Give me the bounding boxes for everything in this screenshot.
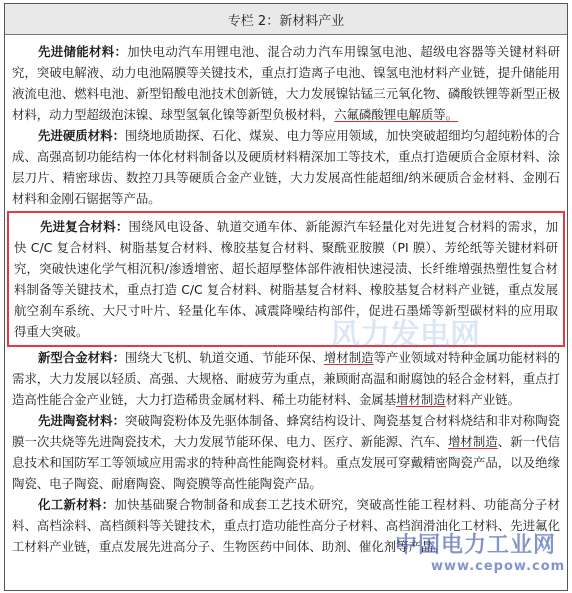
- section-alloy: [5, 347, 567, 410]
- logo-title: 中国电力工业网: [395, 533, 557, 558]
- section-text: 围绕大飞机、轨道交通、节能环保、: [125, 350, 324, 365]
- section-lead: 先进复合材料：: [40, 219, 129, 234]
- section-energy-storage: [5, 41, 567, 125]
- section-text: 加快基础聚合物制备和成套工艺技术研究，突破高性能工程材料、功能高分子材料、高档涂料、高档颜料等关键技术，重点打造功能性高分子材料、高档润滑油化工材料、先进氟化工材料产业链，重点发展先进高分子、生物医药中间体、助剂、催化剂等产品。: [12, 497, 561, 554]
- section-underlined-term: 增材制造: [447, 434, 498, 449]
- section-ceramics: [5, 410, 567, 494]
- section-lead: 先进硬质材料：: [38, 128, 126, 143]
- section-text: 围绕地质勘探、石化、煤炭、电力等应用领域，加快突破超细均匀超纯粉体的合成、高强高韧功能结构一体化材料制备以及硬质材料精深加工等技术，重点打造硬质合金原材料、涂层刀片、精密球齿、数控刀具等硬质合金产业链，大力发展高性能超细/纳米硬质合金材料、金刚石材料和金刚石锯据等产品。: [12, 128, 561, 206]
- logo-url: www.cepow.com: [431, 559, 566, 574]
- center-watermark: 风力发电网: [330, 318, 480, 353]
- section-text: 突破陶瓷粉体及先驱体制备、蜂窝结构设计、陶瓷基复合材料烧结和非对称陶瓷膜一次共烧等先进陶瓷技术，大力发展节能环保、电力、医疗、新能源、汽车、: [12, 413, 561, 449]
- column-header: [5, 4, 567, 35]
- section-text: 围绕风电设备、轨道交通车体、新能源汽车轻量化对先进复合材料的需求，加快 C/C 复合材料、树脂基复合材料、橡胶基复合材料、聚酰亚胺膜（PI 膜）、芳纶纸等关键材料研究，突破快速化学气相沉积/渗透增密、超长超厚整体部件液相快速浸渍、长纤维增强热塑性复合材料制备等关键技术，重点打造 C/C 复合材料、树脂基复合材料、橡胶基复合材料产业链，重点发展航空刹车系统、大尺寸叶片、轻量化车体、减震降噪结构部件，促进石墨烯等新型碳材料的应用取得重大突破。: [14, 219, 559, 339]
- section-lead: 化工新材料：: [38, 497, 115, 512]
- section-text: 加快电动汽车用锂电池、混合动力汽车用镍氢电池、超级电容器等关键材料研究，突破电解液、动力电池隔膜等关键技术，重点打造离子电池、镍氢电池材料产业链，提升储能用液流电池、燃料电池、新型铅酸电池技术创新链，大力发展镍钴锰三元氧化物、磷酸铁锂等新型正极材料，动力型超级泡沫镍、球型氢氧化镍等新型负极材料，: [12, 44, 561, 122]
- section-tail: 六氟磷酸锂电解质等。: [334, 107, 459, 122]
- section-text-3: 材料产业链。: [445, 392, 521, 407]
- section-lead: 新型合金材料：: [38, 350, 126, 365]
- section-text-2: 等产业领域对特种金属功能材料的需求，大力发展以轻质、高强、大规格、耐疲劳为重点，兼顾耐高温和耐腐蚀的轻合金材料，重点打造高性能合金产业链，大力打造稀贵金属材料、稀土功能材料、金属基: [12, 350, 561, 407]
- section-composite-highlighted: [7, 211, 565, 347]
- section-chemical: [5, 494, 567, 557]
- section-underlined-term: 增材制造: [323, 350, 374, 365]
- section-underlined-term-2: 增材制造: [396, 392, 446, 407]
- document-panel: [4, 3, 568, 591]
- section-lead: 先进储能材料：: [38, 44, 128, 59]
- section-lead: 先进陶瓷材料：: [38, 413, 126, 428]
- column-title: 专栏 2：新材料产业: [227, 13, 345, 29]
- section-text-2: 、新一代信息技术和国防军工等领域应用需求的特种高性能陶瓷材料。重点发展可穿戴精密陶瓷产品，以及绝缘陶瓷、电子陶瓷、耐磨陶瓷、陶瓷膜等高性能陶瓷产品。: [12, 434, 561, 491]
- section-hard-materials: [5, 125, 567, 209]
